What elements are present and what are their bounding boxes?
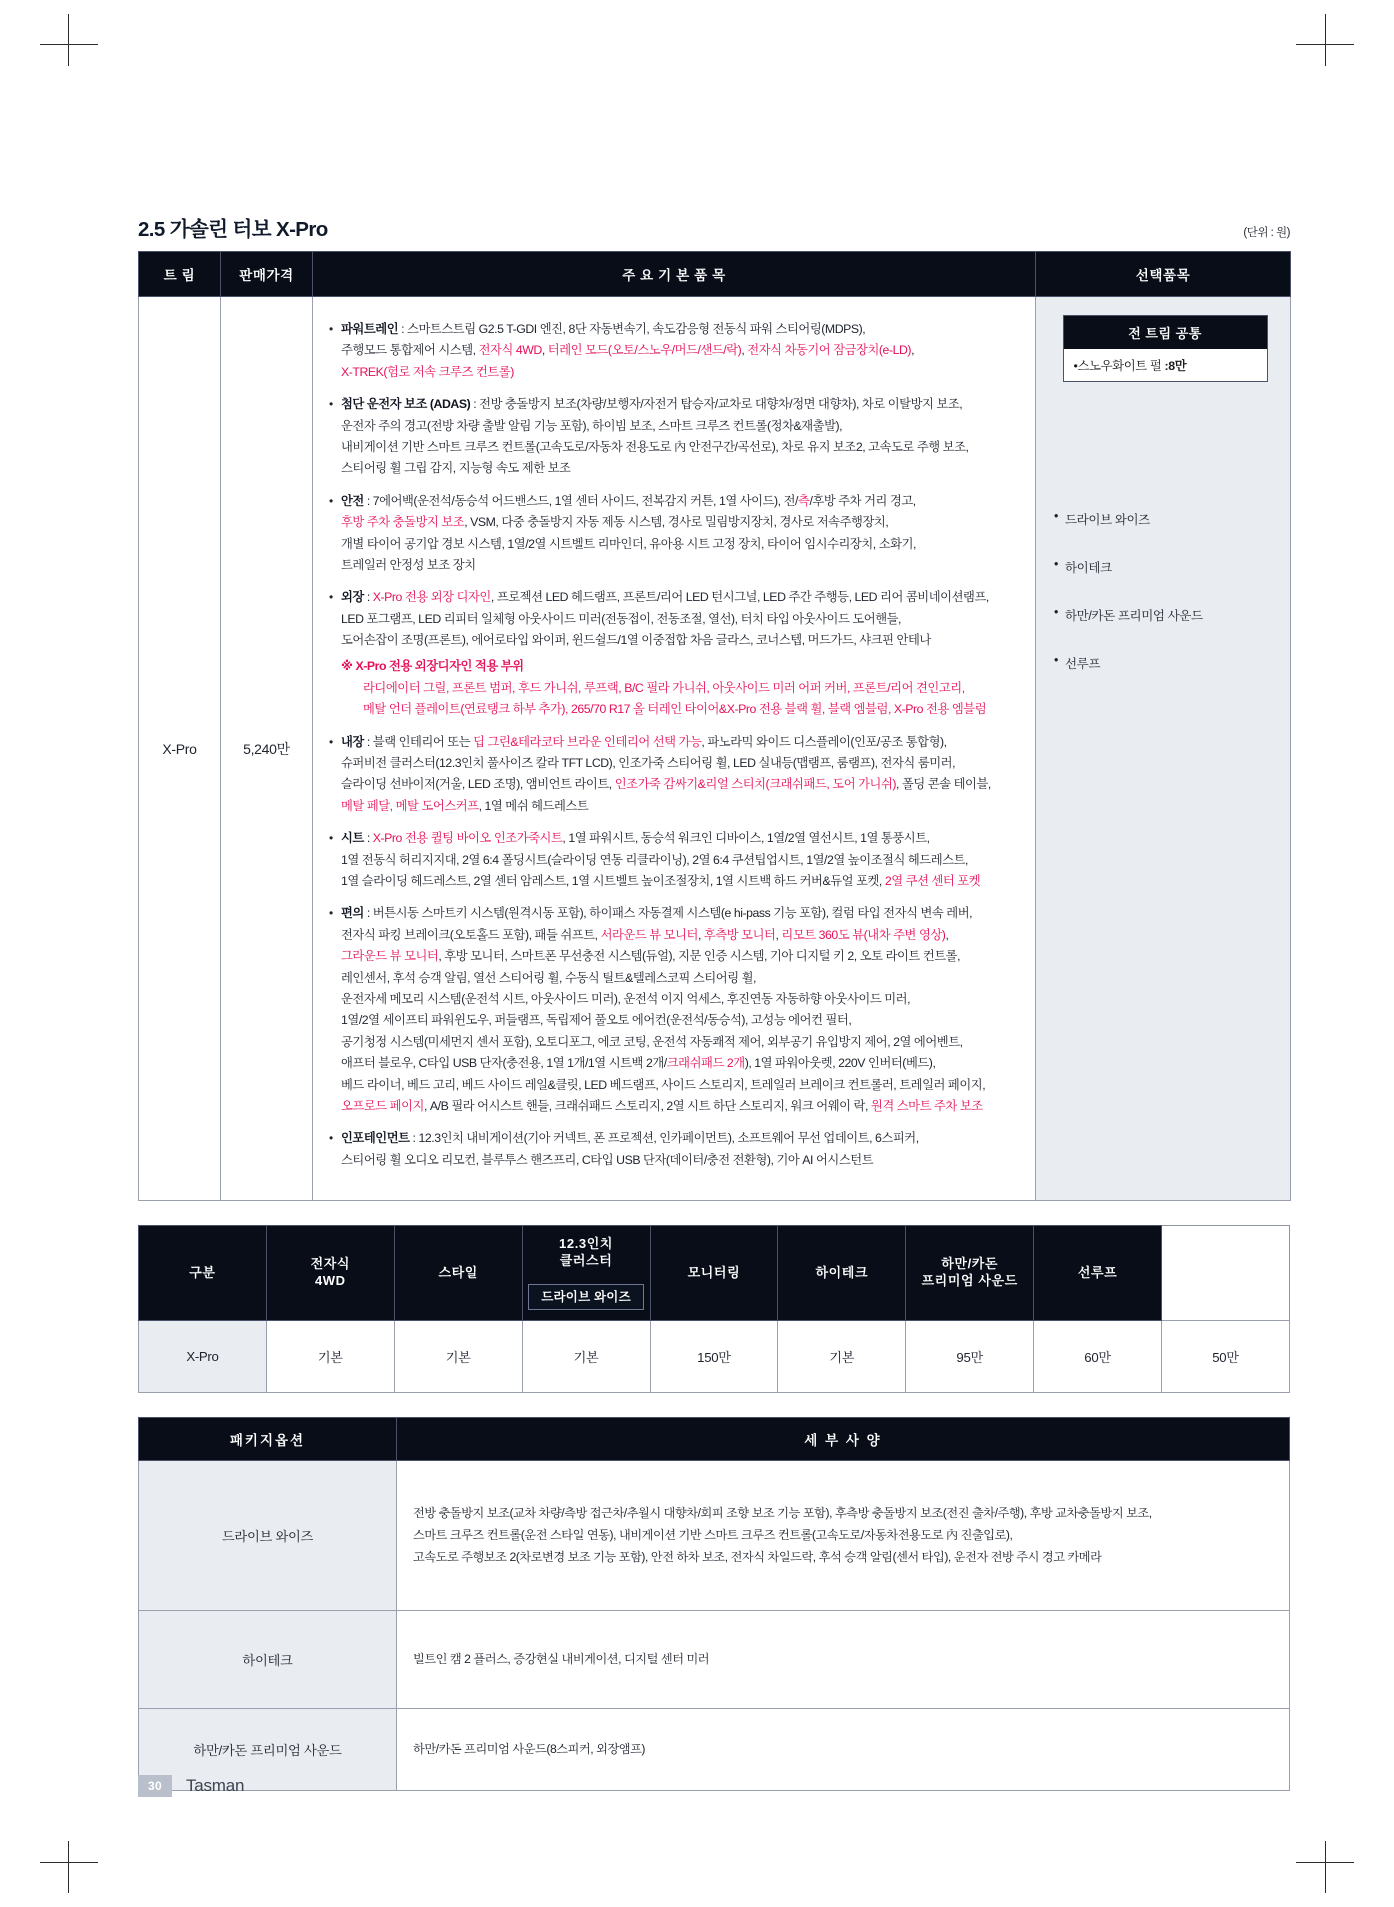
page-content	[138, 212, 1290, 1791]
spec-section: • 외장 : X-Pro 전용 외장 디자인, 프로젝션 LED 헤드램프, 프론트/리어 LED 턴시그널, LED 주간 주행등, LED 리어 콤비네이션램프, LED 포그램프, LED 리피터 일체형 아웃사이드 미러(전동접이, 전동조절, 열선), 터치 타입 아웃사이드 도어핸들, 도어손잡이 조명(프론트), 에어로타입 와이퍼, 윈드쉴드/1열 이중접합 차음 글라스, 코너스텝, 머드가드, 샤크핀 안테나 ※ X-Pro 전용 외장디자인 적용 부위 라디에이터 그릴, 프론트 범퍼, 후드 가니쉬, 루프랙, B/C 필라 가니쉬, 아웃사이드 미러 어퍼 커버, 프론트/리어 견인고리, 메탈 언더 플레이트(연료탱크 하부 추가), 265/70 R17 올 터레인 타이어&X-Pro 전용 블랙 휠, 블랙 엠블럼, X-Pro 전용 엠블럼	[329, 587, 1021, 720]
cell-trim-name: X-Pro	[139, 297, 221, 1201]
spec-table-row	[139, 297, 1291, 1201]
option-price-header-3: 12.3인치 클러스터 드라이브 와이즈	[522, 1226, 650, 1321]
title-row	[138, 212, 1290, 251]
select-option-item: • 하이테크	[1054, 558, 1280, 576]
spec-section: • 파워트레인 : 스마트스트림 G2.5 T-GDI 엔진, 8단 자동변속기, 속도감응형 전동식 파워 스티어링(MDPS), 주행모드 통합제어 시스템, 전자식 4WD, 터레인 모드(오토/스노우/머드/샌드/락), 전자식 차동기어 잠금장치(e-LD), X-TREK(험로 저속 크루즈 컨트롤)	[329, 319, 1021, 383]
option-price-value-1: 기본	[394, 1321, 522, 1393]
header-items: 주 요 기 본 품 목	[313, 252, 1036, 297]
option-price-value-4: 기본	[778, 1321, 906, 1393]
option-price-value-2: 기본	[522, 1321, 650, 1393]
option-price-table	[138, 1225, 1290, 1393]
package-row-detail: 전방 충돌방지 보조(교차 차량/측방 접근차/추월시 대향차/회피 조향 보조 기능 포함), 후측방 충돌방지 보조(전진 출차/주행), 후방 교차충돌방지 보조, 스마트 크루즈 컨트롤(운전 스타일 연동), 내비게이션 기반 스마트 크루즈 컨트롤(고속도로/자동차전용도로 內 진출입로), 고속도로 주행보조 2(차로변경 보조 기능 포함), 안전 하차 보조, 전자식 차일드락, 후석 승객 알림(센서 타입), 운전자 전방 주시 경고 카메라	[397, 1461, 1290, 1611]
package-row-name: 하만/카돈 프리미엄 사운드	[139, 1709, 397, 1791]
common-trim-box-body	[1064, 349, 1267, 381]
option-price-header-2: 스타일	[394, 1226, 522, 1321]
bullet-dot: •	[1073, 359, 1078, 373]
spec-section: • 시트 : X-Pro 전용 퀼팅 바이오 인조가죽시트, 1열 파워시트, 동승석 워크인 디바이스, 1열/2열 열선시트, 1열 통풍시트, 1열 전동식 허리지지대, 2열 6:4 폴딩시트(슬라이딩 연동 리클라이닝), 2열 6:4 쿠션팁업시트, 1열/2열 높이조절식 헤드레스트, 1열 슬라이딩 헤드레스트, 2열 센터 암레스트, 1열 시트벨트 높이조절장치, 1열 시트백 하드 커버&듀얼 포켓, 2열 쿠션 센터 포켓	[329, 828, 1021, 892]
header-package-detail: 세 부 사 양	[397, 1418, 1290, 1461]
option-price-header-row	[139, 1226, 1290, 1321]
cell-main-items	[313, 297, 1036, 1201]
package-table-body	[139, 1461, 1290, 1791]
option-price-header-0: 구분	[139, 1226, 267, 1321]
unit-note: (단위 : 원)	[1243, 227, 1290, 239]
header-price: 판매가격	[221, 252, 313, 297]
package-header-row	[139, 1418, 1290, 1461]
header-package-name: 패키지옵션	[139, 1418, 397, 1461]
spec-section: • 인포테인먼트 : 12.3인치 내비게이션(기아 커넥트, 폰 프로젝션, 인카페이먼트), 소프트웨어 무선 업데이트, 6스피커, 스티어링 휠 오디오 리모컨, 블루투스 핸즈프리, C타입 USB 단자(데이터/충전 전환형), 기아 AI 어시스턴트	[329, 1128, 1021, 1171]
brand-name: Tasman	[185, 1776, 245, 1795]
package-row-detail: 하만/카돈 프리미엄 사운드(8스피커, 외장앰프)	[397, 1709, 1290, 1791]
spec-item-list	[329, 319, 1021, 1171]
header-trim: 트 림	[139, 252, 221, 297]
spec-section: • 편의 : 버튼시동 스마트키 시스템(원격시동 포함), 하이패스 자동결제 시스템(e hi-pass 기능 포함), 컬럼 타입 전자식 변속 레버, 전자식 파킹 브레이크(오토홀드 포함), 패들 쉬프트, 서라운드 뷰 모니터, 후측방 모니터, 리모트 360도 뷰(내차 주변 영상), 그라운드 뷰 모니터, 후방 모니터, 스마트폰 무선충전 시스템(듀얼), 지문 인증 시스템, 기아 디지털 키 2, 오토 라이트 컨트롤, 레인센서, 후석 승객 알림, 열선 스티어링 휠, 수동식 틸트&텔레스코픽 스티어링 휠, 운전자세 메모리 시스템(운전석 시트, 아웃사이드 미러), 운전석 이지 억세스, 후진연동 자동하향 아웃사이드 미러, 1열/2열 세이프티 파워윈도우, 퍼들램프, 독립제어 풀오토 에어컨(운전석/동승석), 고성능 에어컨 필터, 공기청정 시스템(미세먼지 센서 포함), 오토디포그, 에코 코팅, 운전석 자동쾌적 제어, 외부공기 유입방지 제어, 2열 에어벤트, 애프터 블로우, C타입 USB 단자(충전용, 1열 1개/1열 시트백 2개/크래쉬패드 2개), 1열 파워아웃렛, 220V 인버터(베드), 베드 라이너, 베드 고리, 베드 사이드 레일&클릿, LED 베드램프, 사이드 스토리지, 트레일러 브레이크 컨트롤러, 트레일러 페이지, 오프로드 페이지, A/B 필라 어시스트 핸들, 크래쉬패드 스토리지, 2열 시트 하단 스토리지, 워크 어웨이 락, 원격 스마트 주차 보조	[329, 903, 1021, 1117]
spec-section: • 첨단 운전자 보조 (ADAS) : 전방 충돌방지 보조(차량/보행자/자전거 탑승자/교차로 대향차/정면 대향차), 차로 이탈방지 보조, 운전자 주의 경고(전방 차량 출발 알림 기능 포함), 하이빔 보조, 스마트 크루즈 컨트롤(정차&재출발), 내비게이션 기반 스마트 크루즈 컨트롤(고속도로/자동차 전용도로 內 안전구간/곡선로), 차로 유지 보조2, 고속도로 주행 보조, 스티어링 휠 그립 감지, 지능형 속도 제한 보조	[329, 394, 1021, 480]
select-option-item: • 선루프	[1054, 654, 1280, 672]
option-price-body-row	[139, 1321, 1290, 1393]
option-price-value-7: 50만	[1162, 1321, 1290, 1393]
option-price-row-name: X-Pro	[139, 1321, 267, 1393]
option-price-header-4: 모니터링	[650, 1226, 778, 1321]
cell-trim-price: 5,240만	[221, 297, 313, 1201]
option-price-value-5: 95만	[906, 1321, 1034, 1393]
package-row	[139, 1461, 1290, 1611]
package-row-name: 드라이브 와이즈	[139, 1461, 397, 1611]
package-row	[139, 1611, 1290, 1709]
common-trim-box-title: 전 트림 공통	[1064, 316, 1267, 349]
select-option-item: • 하만/카돈 프리미엄 사운드	[1054, 606, 1280, 624]
package-row-name: 하이테크	[139, 1611, 397, 1709]
header-option: 선택품목	[1036, 252, 1291, 297]
select-option-list	[1050, 510, 1280, 672]
select-option-item: • 드라이브 와이즈	[1054, 510, 1280, 528]
snow-white-pearl-label: 스노우화이트 펄	[1077, 359, 1162, 373]
package-row-detail: 빌트인 캠 2 플러스, 증강현실 내비게이션, 디지털 센터 미러	[397, 1611, 1290, 1709]
cell-select-options	[1036, 297, 1291, 1201]
snow-white-pearl-price: :8만	[1164, 359, 1187, 373]
common-trim-box	[1063, 315, 1268, 382]
spec-table	[138, 251, 1291, 1201]
option-price-value-6: 60만	[1034, 1321, 1162, 1393]
spec-table-header-row	[139, 252, 1291, 297]
option-price-header-5: 하이테크	[778, 1226, 906, 1321]
option-price-header-6: 하만/카돈 프리미엄 사운드	[906, 1226, 1034, 1321]
page-title: 2.5 가솔린 터보 X-Pro	[138, 218, 328, 241]
page-footer	[138, 1775, 244, 1797]
drive-wise-badge: 드라이브 와이즈	[528, 1284, 644, 1310]
package-option-table	[138, 1417, 1290, 1791]
option-price-value-0: 기본	[266, 1321, 394, 1393]
spec-section: • 내장 : 블랙 인테리어 또는 딥 그린&테라코타 브라운 인테리어 선택 가능, 파노라믹 와이드 디스플레이(인포/공조 통합형), 슈퍼비전 클러스터(12.3인치 풀사이즈 칼라 TFT LCD), 인조가죽 스티어링 휠, LED 실내등(맵램프, 룸램프), 전자식 룸미러, 슬라이딩 선바이저(거울, LED 조명), 앰비언트 라이트, 인조가죽 감싸기&리얼 스티치(크래쉬패드, 도어 가니쉬), 폴딩 콘솔 테이블, 메탈 페달, 메탈 도어스커프, 1열 메쉬 헤드레스트	[329, 732, 1021, 818]
option-price-header-1: 전자식 4WD	[266, 1226, 394, 1321]
package-row	[139, 1709, 1290, 1791]
option-price-value-3: 150만	[650, 1321, 778, 1393]
option-price-header-7: 선루프	[1034, 1226, 1162, 1321]
page-number: 30	[138, 1775, 172, 1797]
spec-section: • 안전 : 7에어백(운전석/동승석 어드밴스드, 1열 센터 사이드, 전복감지 커튼, 1열 사이드), 전/측/후방 주차 거리 경고, 후방 주차 충돌방지 보조, VSM, 다중 충돌방지 자동 제동 시스템, 경사로 밀림방지장치, 경사로 저속주행장치, 개별 타이어 공기압 경보 시스템, 1열/2열 시트벨트 리마인더, 유아용 시트 고정 장치, 타이어 임시수리장치, 소화기, 트레일러 안정성 보조 장치	[329, 491, 1021, 577]
